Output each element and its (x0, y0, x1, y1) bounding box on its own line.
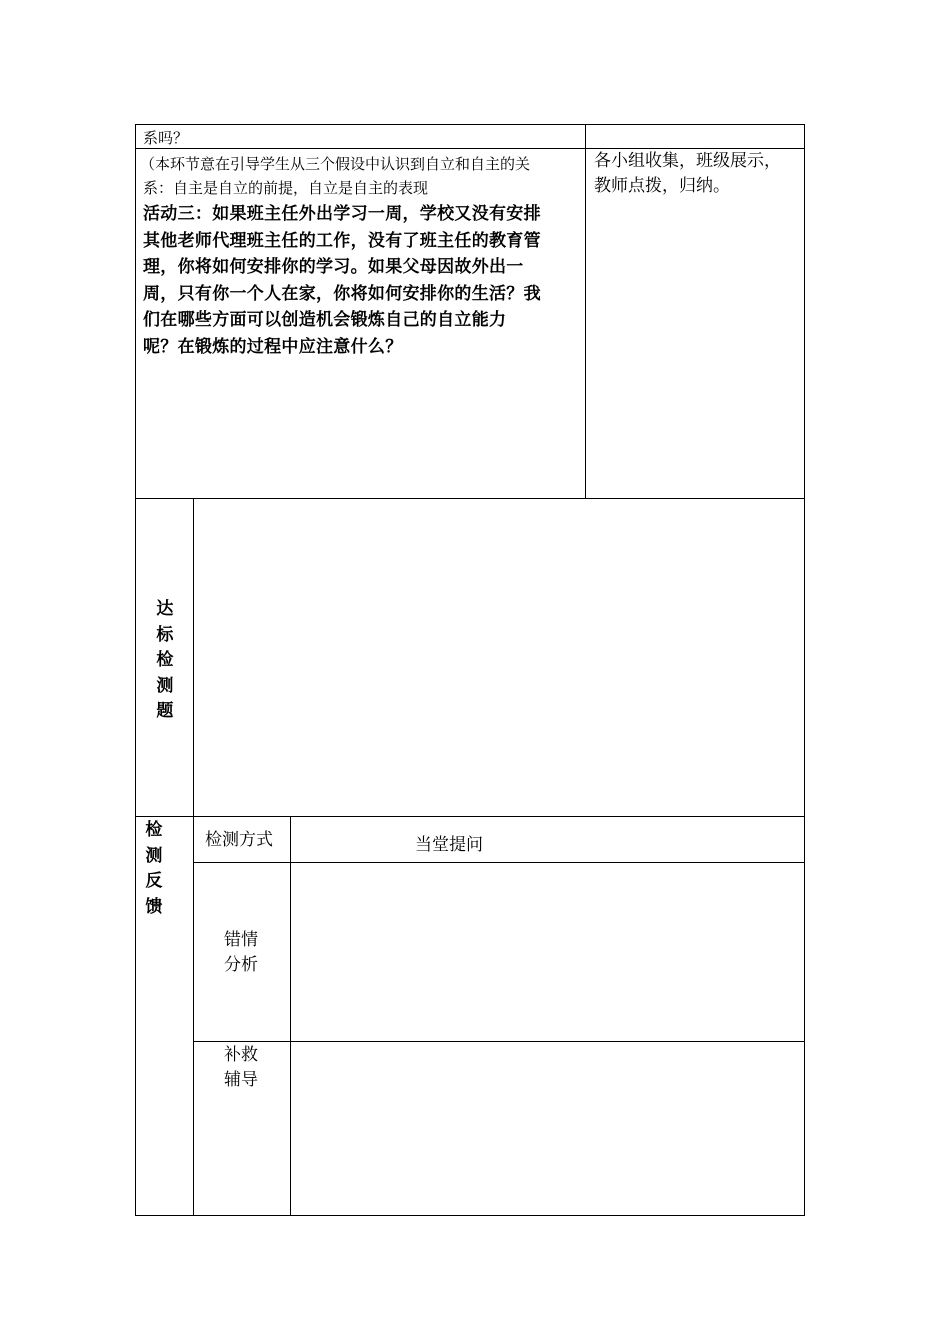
activity-line: 们在哪些方面可以创造机会锻炼自己的自立能力 (143, 310, 507, 330)
table-right-border (804, 124, 805, 1216)
remedial-tutoring-label: 补救 辅导 (224, 1045, 258, 1090)
error-analysis-label: 错情 分析 (224, 930, 258, 975)
teacher-activity-cell (594, 149, 804, 199)
target-test-label: 达 标 检 测 题 (156, 599, 174, 721)
row-divider-2 (135, 498, 805, 499)
feedback-label: 检 测 反 馈 (145, 820, 163, 917)
activity-line: 其他老师代理班主任的工作，没有了班主任的教育管 (143, 230, 541, 251)
design-note-line-1: （本环节意在引导学生从三个假设中认识到自立和自主的关 (140, 155, 531, 173)
activity-line: 呢？在锻炼的过程中应注意什么？ (143, 336, 403, 357)
label-column-divider (193, 498, 194, 1216)
detection-method-value: 当堂提问 (415, 835, 483, 855)
row-divider-3 (135, 816, 805, 817)
teacher-activity-line: 教师点拨，归纳。 (594, 176, 730, 196)
continuation-text: 系吗？ (143, 129, 189, 147)
detection-method-label: 检测方式 (205, 830, 273, 850)
feedback-column-divider (290, 816, 291, 1216)
activity-line: 活动三：如果班主任外出学习一周，学校又没有安排 (143, 204, 541, 224)
row-divider-4 (193, 862, 805, 863)
teacher-activity-line: 各小组收集，班级展示， (594, 151, 781, 171)
activity-line: 周，只有你一个人在家，你将如何安排你的生活？我 (143, 283, 541, 304)
table-top-border (135, 124, 805, 125)
design-note-line-2: 系：自主是自立的前提，自立是自主的表现 (143, 179, 429, 197)
row-divider-5 (193, 1041, 805, 1042)
table-left-border (135, 124, 136, 1216)
top-column-divider (585, 124, 586, 499)
activity-three-block (143, 201, 583, 360)
activity-line: 理，你将如何安排你的学习。如果父母因故外出一 (143, 257, 524, 277)
table-bottom-border (135, 1215, 805, 1216)
